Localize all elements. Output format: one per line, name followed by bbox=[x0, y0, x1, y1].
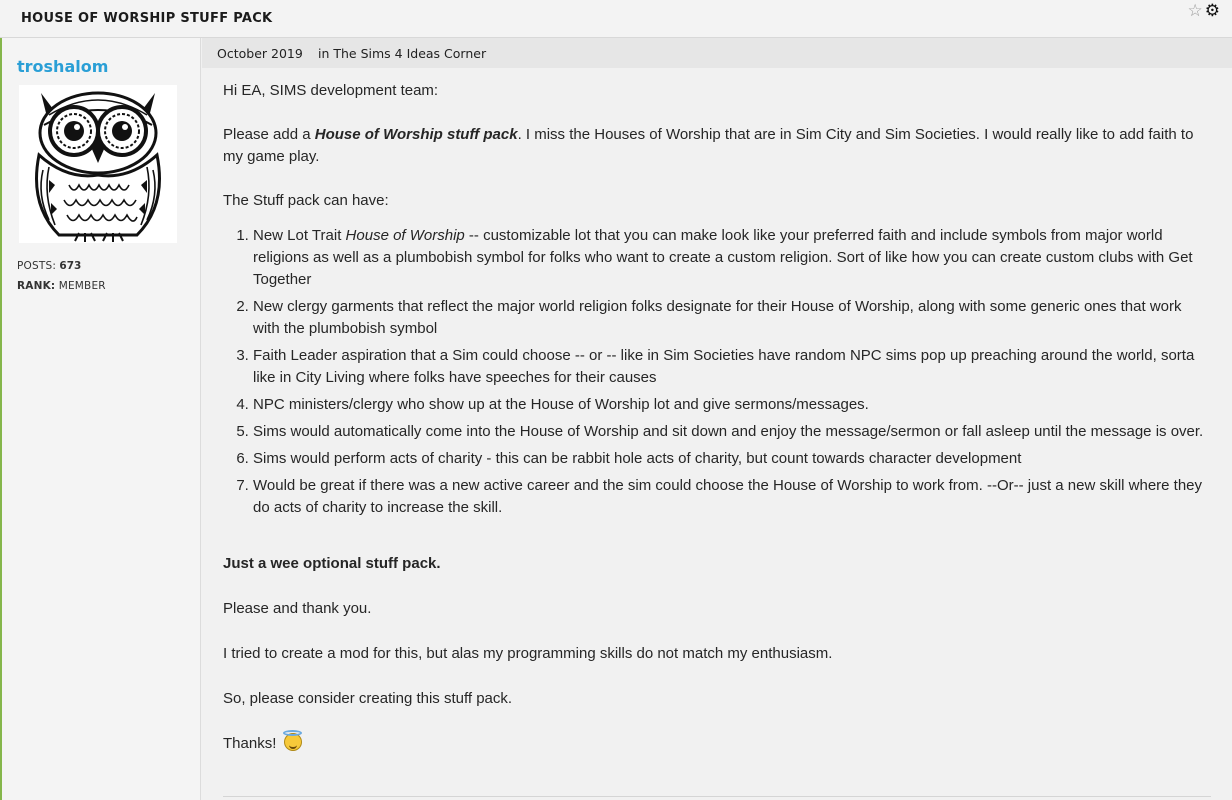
feature-list bbox=[223, 225, 1211, 519]
list-item: 2. New clergy garments that reflect the major world religion folks designate for their House of Worship, along with some generic ones that work with the plumbobish symbol bbox=[253, 296, 1211, 340]
list-item: 6. Sims would perform acts of charity - this can be rabbit hole acts of charity, but count towards character development bbox=[253, 448, 1211, 470]
list-item: 1. New Lot Trait House of Worship -- customizable lot that you can make look like your preferred faith and include symbols from major world religions as well as a plumbobish symbol for folks who want to create a custom religion. Sort of like how you can create custom clubs with Get Together bbox=[253, 225, 1211, 291]
post-category-link[interactable]: in The Sims 4 Ideas Corner bbox=[318, 46, 487, 61]
owl-avatar-image bbox=[19, 85, 177, 243]
greeting: Hi EA, SIMS development team: bbox=[223, 82, 439, 99]
post-divider bbox=[223, 796, 1211, 797]
posts-count: POSTS: 673 bbox=[17, 260, 82, 272]
wee-note: Just a wee optional stuff pack. bbox=[223, 555, 441, 572]
author-sidebar bbox=[0, 38, 201, 800]
consider-request: So, please consider creating this stuff pack. bbox=[223, 690, 513, 707]
list-item: 4. NPC ministers/clergy who show up at the House of Worship lot and give sermons/messages. bbox=[253, 394, 1211, 416]
innocent-smile-emoji-icon bbox=[284, 733, 302, 751]
list-item: 3. Faith Leader aspiration that a Sim could choose -- or -- like in Sim Societies have random NPC sims pop up preaching around the world, sorta like in City Living where folks have speeches for their causes bbox=[253, 345, 1211, 389]
list-item: 5. Sims would automatically come into the House of Worship and sit down and enjoy the message/sermon or fall asleep until the message is over. bbox=[253, 421, 1211, 443]
thread-title: HOUSE OF WORSHIP STUFF PACK bbox=[21, 11, 273, 26]
post-meta-bar bbox=[202, 38, 1232, 68]
list-item: 7. Would be great if there was a new active career and the sim could choose the House of Worship to work from. --Or-- just a new skill where they do acts of charity to increase the skill. bbox=[253, 475, 1211, 519]
gear-icon[interactable]: ⚙ bbox=[1204, 1, 1220, 21]
thread-actions bbox=[1188, 3, 1221, 20]
author-name-link[interactable]: troshalom bbox=[17, 57, 109, 76]
thanks-line: Thanks! bbox=[223, 733, 1211, 755]
avatar[interactable] bbox=[19, 85, 177, 243]
list-intro: The Stuff pack can have: bbox=[223, 192, 389, 209]
intro-paragraph: Please add a House of Worship stuff pack. I miss the Houses of Worship that are in Sim City and Sim Societies. I would really like to add faith to my game play. bbox=[223, 126, 1194, 165]
star-icon[interactable]: ☆ bbox=[1187, 1, 1203, 21]
mod-attempt: I tried to create a mod for this, but alas my programming skills do not match my enthusiasm. bbox=[223, 645, 833, 662]
author-stats bbox=[17, 256, 106, 296]
rank: RANK: MEMBER bbox=[17, 280, 106, 292]
thread-header bbox=[0, 0, 1232, 38]
post-date-link[interactable]: October 2019 bbox=[217, 46, 303, 61]
post-body bbox=[223, 80, 1211, 777]
please-thanks: Please and thank you. bbox=[223, 600, 372, 617]
